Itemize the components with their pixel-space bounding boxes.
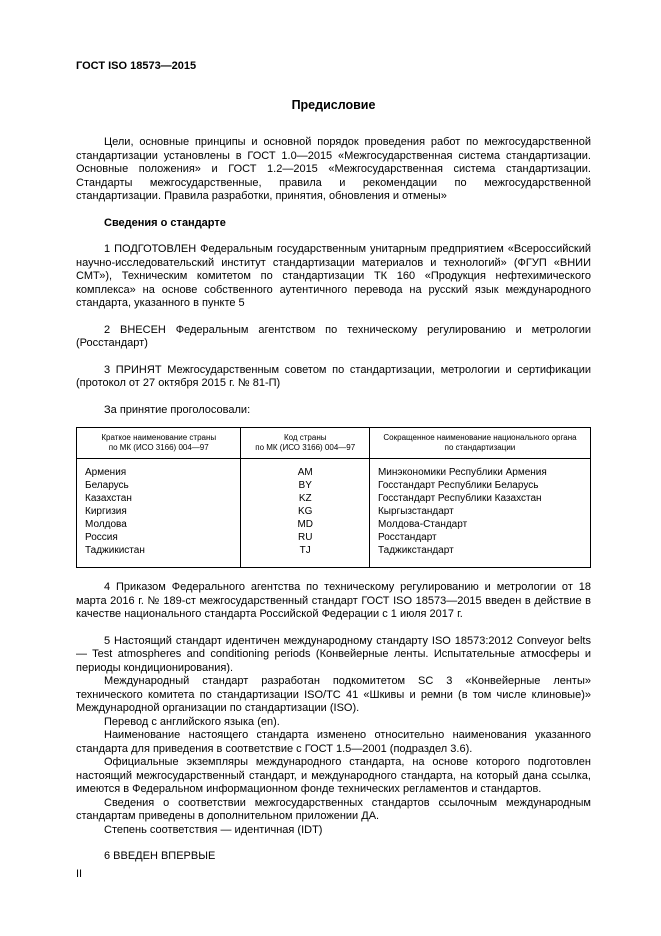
table-header-code	[241, 428, 370, 459]
cell-code: KZ	[241, 492, 370, 505]
cell-org: Молдова-Стандарт	[369, 518, 590, 531]
page-title: Предисловие	[291, 98, 376, 112]
item-1: 1 ПОДГОТОВЛЕН Федеральным государственным унитарным предприятием «Всероссийский научно-исследовательский институт стандартизации материалов и технологий» (ФГУП «ВНИИ СМТ»), Техническим комитетом по стандартизации ТК 160 «Продукция нефтехимического комплекса» на основе собственного аутентичного перевода на русский язык международного стандарта, указанного в пункте 5	[76, 243, 591, 309]
cell-org: Кыргызстандарт	[369, 505, 590, 518]
cell-code: KG	[241, 505, 370, 518]
item-4: 4 Приказом Федерального агентства по техническому регулированию и метрологии от 18 марта 2016 г. № 189-ст межгосударственный стандарт ГОСТ ISO 18573—2015 введен в действие в качестве национального стандарта Российской Федерации с 1 июля 2017 г.	[76, 581, 591, 620]
item-5-paragraph-6: Сведения о соответствии межгосударственных стандартов ссылочным международным стандартам приведены в дополнительном приложении ДА.	[76, 796, 591, 822]
item-5-paragraph-4: Наименование настоящего стандарта изменено относительно наименования указанного стандарта для приведения в соответствие с ГОСТ 1.5—2001 (подраздел 3.6).	[76, 729, 591, 755]
table-header-country	[77, 428, 241, 459]
table-header-line: Сокращенное наименование национального органа	[383, 433, 577, 442]
item-5-paragraph-3: Перевод с английского языка (en).	[104, 715, 280, 728]
page-number: II	[76, 868, 83, 880]
cell-org: Госстандарт Республики Казахстан	[369, 492, 590, 505]
table-row	[77, 518, 591, 531]
cell-org: Росстандарт	[369, 531, 590, 544]
cell-country: Беларусь	[77, 479, 241, 492]
table-header-line: по МК (ИСО 3166) 004—97	[108, 443, 209, 452]
cell-country: Россия	[77, 531, 241, 544]
item-6: 6 ВВЕДЕН ВПЕРВЫЕ	[104, 850, 216, 862]
cell-org: Таджикстандарт	[369, 544, 590, 568]
cell-org: Минэкономики Республики Армения	[369, 459, 590, 480]
item-5-paragraph-5: Официальные экземпляры международного стандарта, на основе которого подготовлен настоящий межгосударственный стандарт, и международного стандарта, на который дана ссылка, имеются в Федеральном информационном фонде технических регламентов и стандартов.	[76, 756, 591, 795]
cell-code: BY	[241, 479, 370, 492]
table-row	[77, 505, 591, 518]
cell-country: Армения	[77, 459, 241, 480]
item-5-paragraph-1: 5 Настоящий стандарт идентичен международному стандарту ISO 18573:2012 Conveyor belts — Test atmospheres and conditioning periods (Конвейерные ленты. Испытательные атмосферы и периоды кондиционирования).	[76, 634, 591, 674]
table-row	[77, 531, 591, 544]
info-heading: Сведения о стандарте	[104, 216, 226, 229]
table-row	[77, 492, 591, 505]
cell-country: Казахстан	[77, 492, 241, 505]
cell-country: Таджикистан	[77, 544, 241, 568]
item-5-paragraph-2: Международный стандарт разработан подкомитетом SC 3 «Конвейерные ленты» технического комитета по стандартизации ISO/ТС 41 «Шкивы и ремни (в том числе клиновые)» Международной организации по стандартизации (ISO).	[76, 675, 591, 714]
table-header-row	[77, 428, 591, 459]
cell-code: RU	[241, 531, 370, 544]
intro-paragraph: Цели, основные принципы и основной порядок проведения работ по межгосударственной стандартизации установлены в ГОСТ 1.0—2015 «Межгосударственная система стандартизации. Основные положения» и ГОСТ 1.2—2015 «Межгосударственная система стандартизации. Стандарты межгосударственные, правила и рекомендации по межгосударственной стандартизации. Правила разработки, принятия, обновления и отмены»	[76, 136, 591, 202]
voting-table-body	[77, 459, 591, 568]
table-header-line: по МК (ИСО 3166) 004—97	[255, 443, 356, 452]
table-header-line: Код страны	[283, 433, 327, 442]
table-row	[77, 479, 591, 492]
item-2: 2 ВНЕСЕН Федеральным агентством по техническому регулированию и метрологии (Росстандарт)	[76, 323, 591, 349]
item-5-paragraph-7: Степень соответствия — идентичная (IDT)	[104, 823, 323, 836]
doc-number: ГОСТ ISO 18573—2015	[76, 60, 197, 72]
cell-country: Молдова	[77, 518, 241, 531]
table-header-org	[369, 428, 590, 459]
voting-table-header	[77, 428, 591, 459]
cell-country: Киргизия	[77, 505, 241, 518]
table-header-line: Краткое наименование страны	[101, 433, 217, 442]
voting-table	[76, 427, 591, 568]
table-header-line: по стандартизации	[444, 443, 516, 452]
cell-code: MD	[241, 518, 370, 531]
item-3: 3 ПРИНЯТ Межгосударственным советом по стандартизации, метрологии и сертификации (протокол от 27 октября 2015 г. № 81-П)	[76, 363, 591, 389]
vote-caption: За принятие проголосовали:	[104, 403, 251, 416]
table-row	[77, 544, 591, 568]
table-row	[77, 459, 591, 480]
cell-code: AM	[241, 459, 370, 480]
cell-org: Госстандарт Республики Беларусь	[369, 479, 590, 492]
cell-code: TJ	[241, 544, 370, 568]
